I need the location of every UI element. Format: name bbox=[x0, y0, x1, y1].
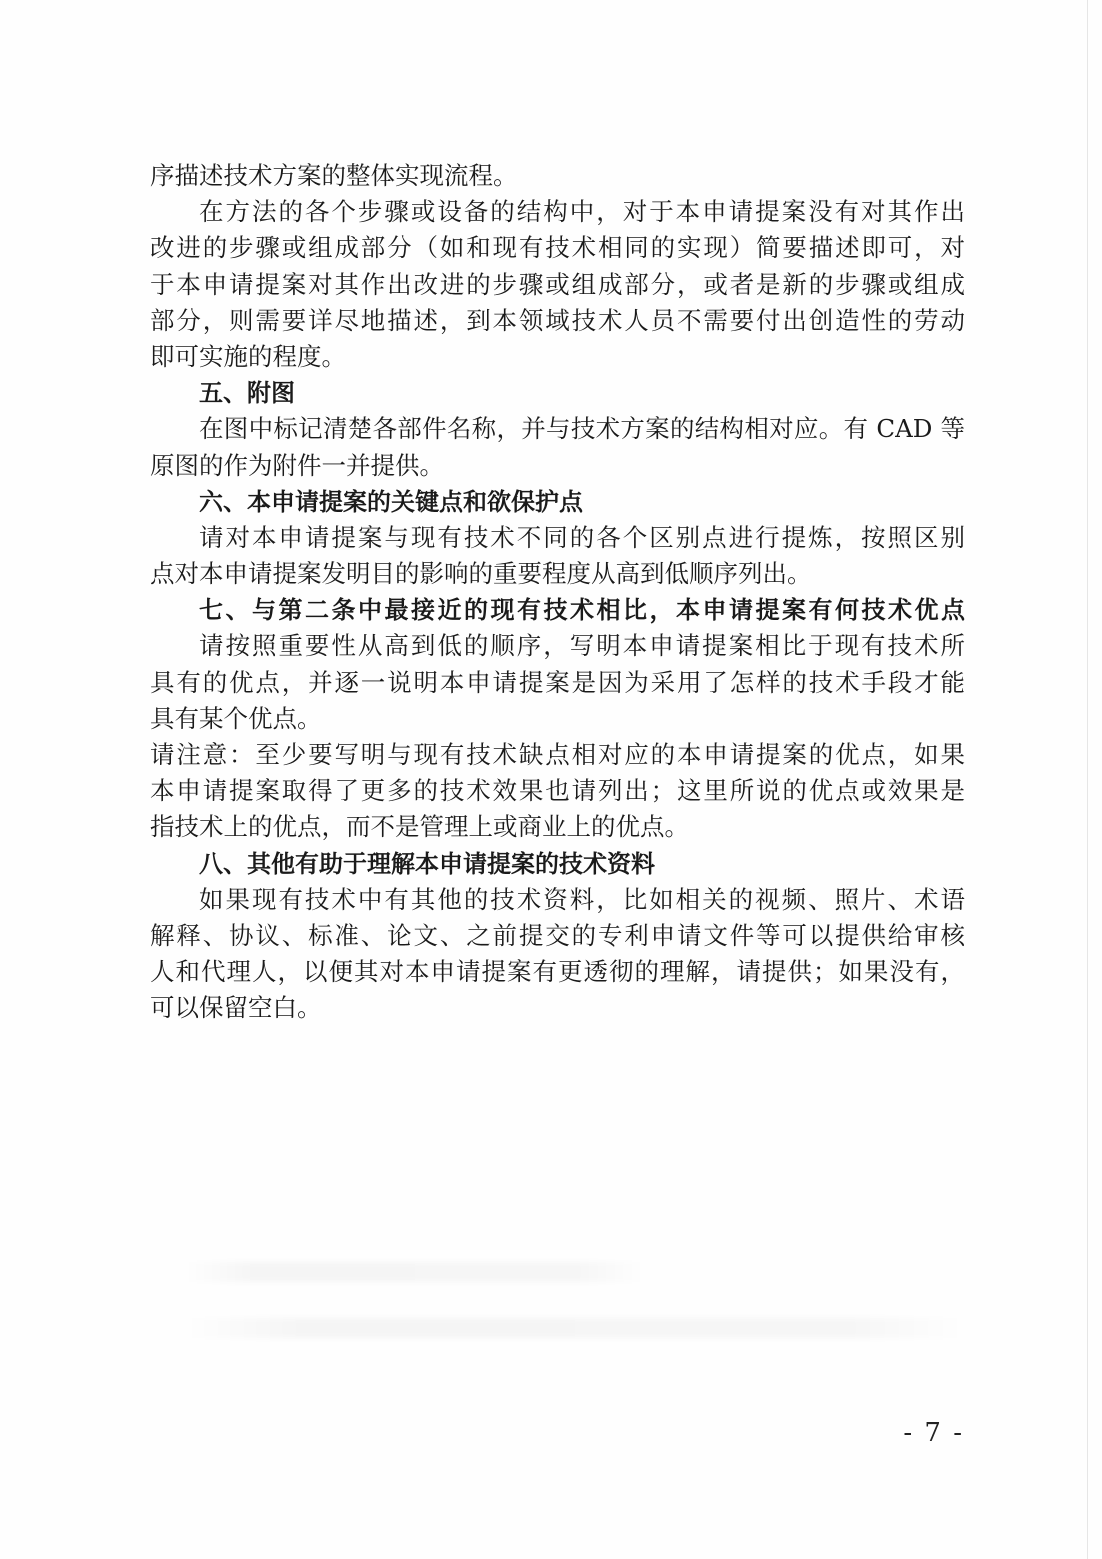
paragraph-line: 本申请提案取得了更多的技术效果也请列出；这里所说的优点或效果是 bbox=[150, 776, 965, 806]
paragraph-line: 在方法的各个步骤或设备的结构中，对于本申请提案没有对其作出 bbox=[199, 197, 965, 227]
section-heading: 五、附图 bbox=[199, 379, 295, 408]
paragraph-line: 点对本申请提案发明目的影响的重要程度从高到低顺序列出。 bbox=[150, 559, 812, 589]
document-body bbox=[150, 158, 965, 1027]
paragraph-line: 如果现有技术中有其他的技术资料，比如相关的视频、照片、术语 bbox=[199, 884, 965, 914]
paragraph-line: 可以保留空白。 bbox=[150, 993, 322, 1023]
paragraph-line: 序描述技术方案的整体实现流程。 bbox=[150, 161, 518, 190]
paragraph-line: 请按照重要性从高到低的顺序，写明本申请提案相比于现有技术所 bbox=[199, 631, 965, 661]
section-heading: 八、其他有助于理解本申请提案的技术资料 bbox=[199, 849, 655, 878]
paragraph-line: 解释、协议、标准、论文、之前提交的专利申请文件等可以提供给审核 bbox=[150, 920, 965, 950]
paragraph-line: 具有的优点，并逐一说明本申请提案是因为采用了怎样的技术手段才能 bbox=[150, 667, 965, 697]
section-heading: 六、本申请提案的关键点和欲保护点 bbox=[199, 487, 583, 516]
paragraph-line: 原图的作为附件一并提供。 bbox=[150, 450, 444, 480]
bleed-through-shadow bbox=[185, 1262, 645, 1282]
scan-edge-line bbox=[1087, 0, 1088, 1559]
bleed-through-shadow bbox=[185, 1318, 965, 1338]
paragraph-line: 指技术上的优点，而不是管理上或商业上的优点。 bbox=[150, 812, 689, 842]
paragraph-line: 改进的步骤或组成部分（如和现有技术相同的实现）简要描述即可，对 bbox=[150, 233, 965, 263]
paragraph-line: 请对本申请提案与现有技术不同的各个区别点进行提炼，按照区别 bbox=[199, 522, 965, 552]
page-number: - 7 - bbox=[903, 1418, 964, 1448]
paragraph-line: 请注意：至少要写明与现有技术缺点相对应的本申请提案的优点，如果 bbox=[150, 740, 965, 769]
paragraph-line: 人和代理人，以便其对本申请提案有更透彻的理解，请提供；如果没有， bbox=[150, 957, 965, 987]
paragraph-line: 即可实施的程度。 bbox=[150, 341, 346, 371]
paragraph-line: 在图中标记清楚各部件名称，并与技术方案的结构相对应。有 CAD 等 bbox=[199, 414, 965, 444]
paragraph-line: 具有某个优点。 bbox=[150, 703, 322, 733]
paragraph-line: 部分，则需要详尽地描述，到本领域技术人员不需要付出创造性的劳动 bbox=[150, 305, 965, 335]
section-heading: 七、与第二条中最接近的现有技术相比，本申请提案有何技术优点 bbox=[199, 596, 965, 625]
paragraph-line: 于本申请提案对其作出改进的步骤或组成部分，或者是新的步骤或组成 bbox=[150, 269, 965, 299]
